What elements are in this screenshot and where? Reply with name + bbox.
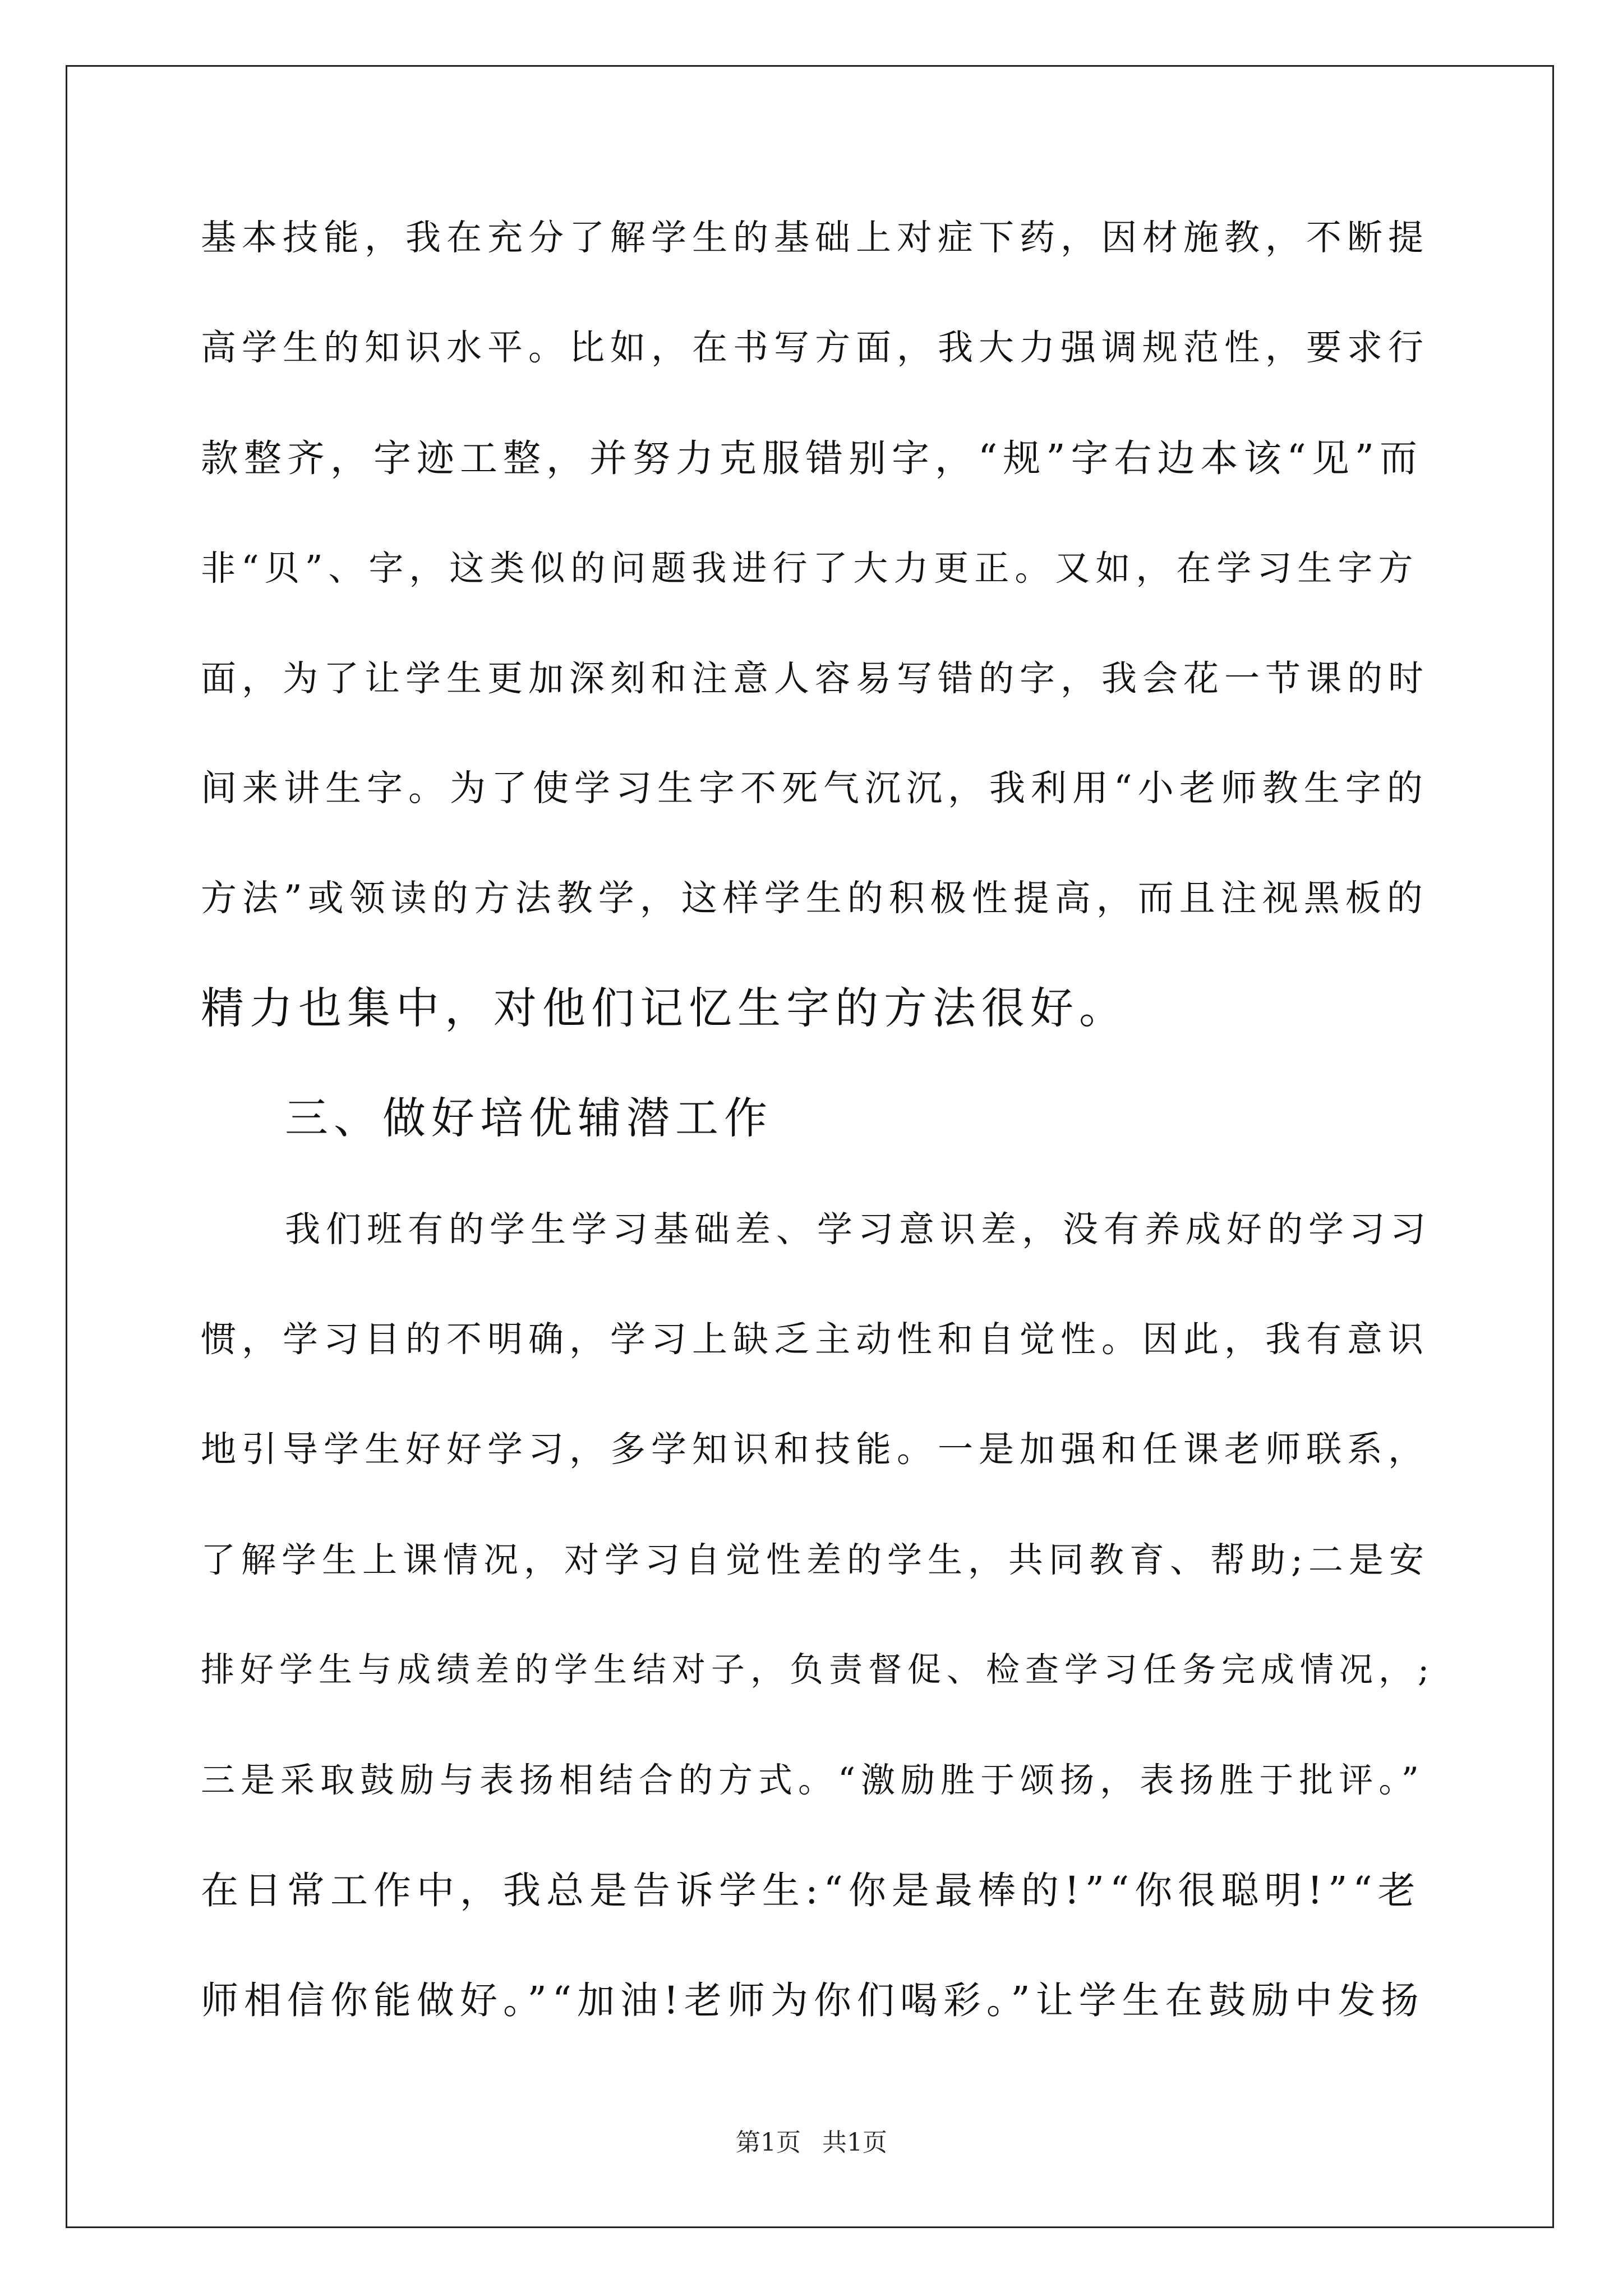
text-line: 高学生的知识水平。比如，在书写方面，我大力强调规范性，要求行 <box>201 327 1429 368</box>
text-line: 面，为了让学生更加深刻和注意人容易写错的字，我会花一节课的时 <box>201 658 1429 699</box>
text-line: 间来讲生字。为了使学习生字不死气沉沉，我利用“小老师教生字的 <box>201 768 1428 809</box>
text-line: 师相信你能做好。”“加油!老师为你们喝彩。”让学生在鼓励中发扬 <box>201 1978 1424 2022</box>
page-number: 第1页 <box>736 2128 801 2157</box>
text-line: 方法”或领读的方法教学，这样学生的积极性提高，而且注视黑板的 <box>201 878 1428 919</box>
text-line: 基本技能，我在充分了解学生的基础上对症下药，因材施教，不断提 <box>201 217 1429 258</box>
text-line: 三是采取鼓励与表扬相结合的方式。“激励胜于颂扬，表扬胜于批评。” <box>201 1760 1424 1800</box>
text-line: 惯，学习目的不明确，学习上缺乏主动性和自觉性。因此，我有意识 <box>201 1319 1429 1360</box>
page-total: 共1页 <box>822 2128 887 2157</box>
text-line: 我们班有的学生学习基础差、学习意识差，没有养成好的学习习 <box>285 1209 1431 1250</box>
text-line: 排好学生与成绩差的学生结对子，负责督促、检查学习任务完成情况，; <box>201 1650 1435 1690</box>
page-footer <box>0 2126 1623 2160</box>
text-line: 款整齐，字迹工整，并努力克服错别字，“规”字右边本该“见”而 <box>201 436 1423 480</box>
section-heading: 三、做好培优辅潜工作 <box>285 1094 773 1144</box>
text-line: 非“贝”、字，这类似的问题我进行了大力更正。又如，在学习生字方 <box>201 547 1419 588</box>
text-line: 精力也集中，对他们记忆生字的方法很好。 <box>201 984 1128 1034</box>
text-line: 地引导学生好好学习，多学知识和技能。一是加强和任课老师联系， <box>201 1429 1429 1470</box>
text-line: 了解学生上课情况，对学习自觉性差的学生，共同教育、帮助;二是安 <box>201 1539 1430 1580</box>
text-line: 在日常工作中，我总是告诉学生:“你是最棒的!”“你很聪明!”“老 <box>201 1869 1421 1912</box>
